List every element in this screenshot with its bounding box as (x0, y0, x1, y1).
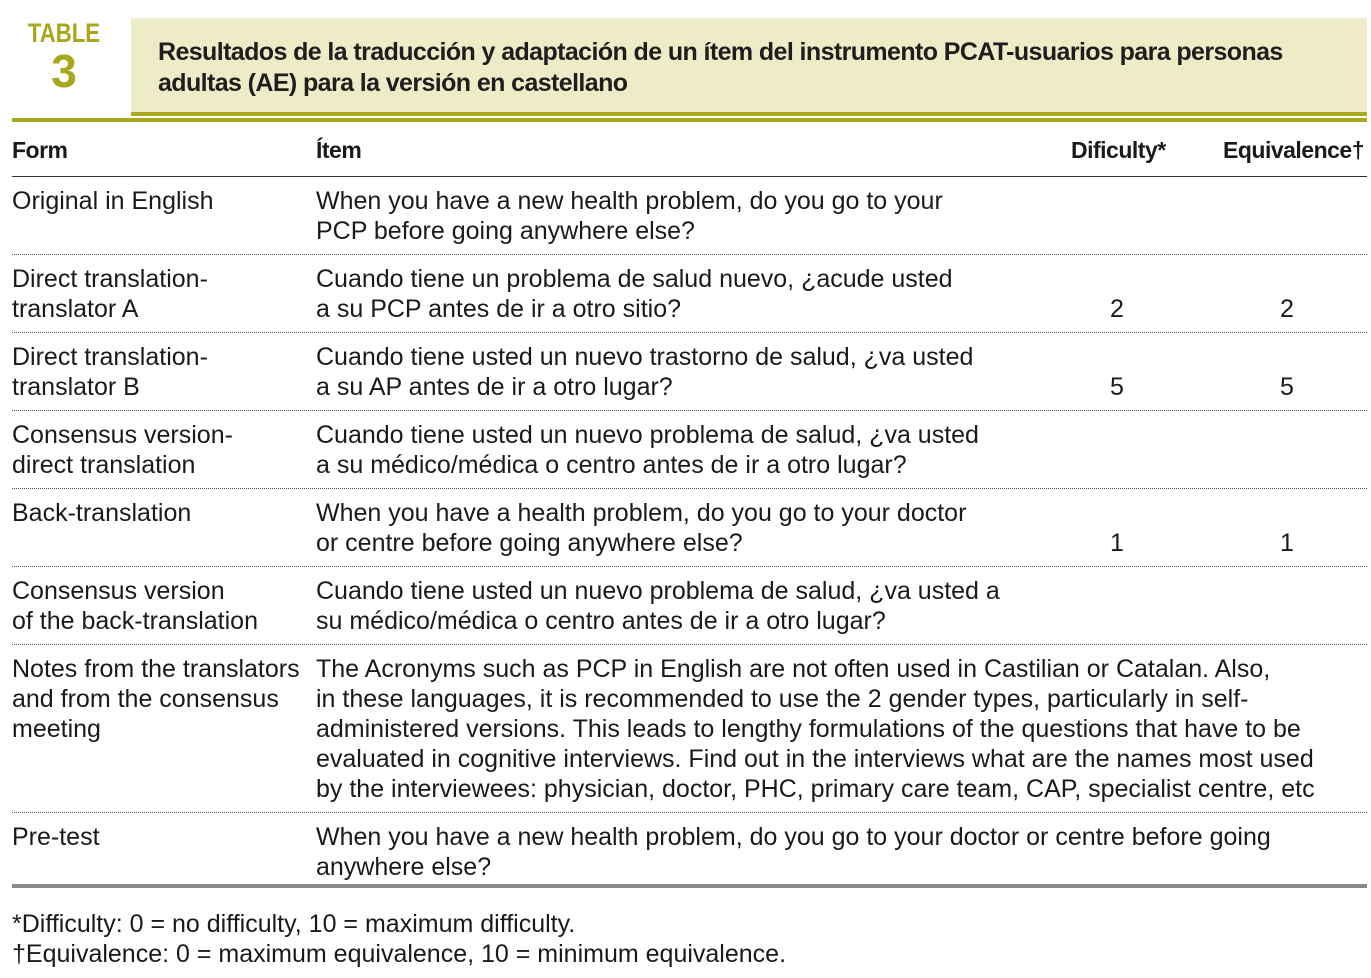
row-difficulty: 5 (1110, 373, 1124, 401)
row-form: Direct translation- translator B (12, 343, 208, 401)
row-equivalence: 2 (1280, 295, 1294, 323)
table-row (12, 411, 1367, 489)
row-item: Cuando tiene usted un nuevo problema de salud, ¿va usted a su médico/médica o centro antes de ir a otro lugar? (316, 421, 979, 479)
table-label: TABLE (27, 18, 101, 48)
footnote-difficulty: *Difficulty: 0 = no difficulty, 10 = maximum difficulty. (12, 910, 576, 938)
table-header (12, 126, 1367, 177)
footnotes (12, 909, 786, 969)
table-row (12, 813, 1367, 889)
table-row (12, 645, 1367, 813)
row-form: Notes from the translators and from the consensus meeting (12, 655, 300, 743)
row-item: When you have a new health problem, do you go to your PCP before going anywhere else? (316, 187, 943, 245)
row-form: Pre-test (12, 823, 100, 851)
row-form: Original in English (12, 187, 214, 215)
table-row (12, 255, 1367, 333)
row-item: Cuando tiene usted un nuevo trastorno de salud, ¿va usted a su AP antes de ir a otro lugar? (316, 343, 974, 401)
table-row (12, 567, 1367, 645)
row-difficulty: 2 (1110, 295, 1124, 323)
table-row (12, 177, 1367, 255)
title-divider (12, 118, 1367, 122)
header-item: Ítem (316, 137, 362, 163)
table-number: 3 (51, 45, 77, 97)
row-item: When you have a new health problem, do you go to your doctor or centre before going anywhere else? (316, 823, 1271, 881)
header-form: Form (12, 137, 68, 163)
row-equivalence: 1 (1280, 529, 1294, 557)
table-body (12, 177, 1367, 889)
header-equivalence: Equivalence† (1223, 137, 1365, 163)
table-title: Resultados de la traducción y adaptación de un ítem del instrumento PCAT-usuarios para personas adultas (AE) para la versión en castellano (158, 38, 1283, 97)
table-row (12, 333, 1367, 411)
title-box (131, 18, 1367, 116)
table-row (12, 489, 1367, 567)
footnote-equivalence: †Equivalence: 0 = maximum equivalence, 10 = minimum equivalence. (12, 940, 787, 968)
row-item: Cuando tiene usted un nuevo problema de salud, ¿va usted a su médico/médica o centro antes de ir a otro lugar? (316, 577, 1000, 635)
row-form: Consensus version of the back-translation (12, 577, 258, 635)
table-badge (12, 18, 116, 118)
row-item: The Acronyms such as PCP in English are not often used in Castilian or Catalan. Also, in these languages, it is recommended to use the 2 gender types, particularly in self- administered versions. This leads to lengthy formulations of the questions that have to be evaluated in cognitive interviews. Find out in the interviews what are the names most used by the interviewees: physician, doctor, PHC, primary care team, CAP, specialist centre, etc (316, 655, 1315, 803)
row-difficulty: 1 (1110, 529, 1124, 557)
row-equivalence: 5 (1280, 373, 1294, 401)
row-item: When you have a health problem, do you go to your doctor or centre before going anywhere else? (316, 499, 967, 557)
row-item: Cuando tiene un problema de salud nuevo, ¿acude usted a su PCP antes de ir a otro sitio? (316, 265, 953, 323)
table-bottom-rule (12, 884, 1367, 888)
row-form: Back-translation (12, 499, 192, 527)
row-form: Direct translation- translator A (12, 265, 208, 323)
data-table (12, 126, 1367, 889)
row-form: Consensus version- direct translation (12, 421, 233, 479)
header-difficulty: Dificulty* (1071, 137, 1166, 163)
